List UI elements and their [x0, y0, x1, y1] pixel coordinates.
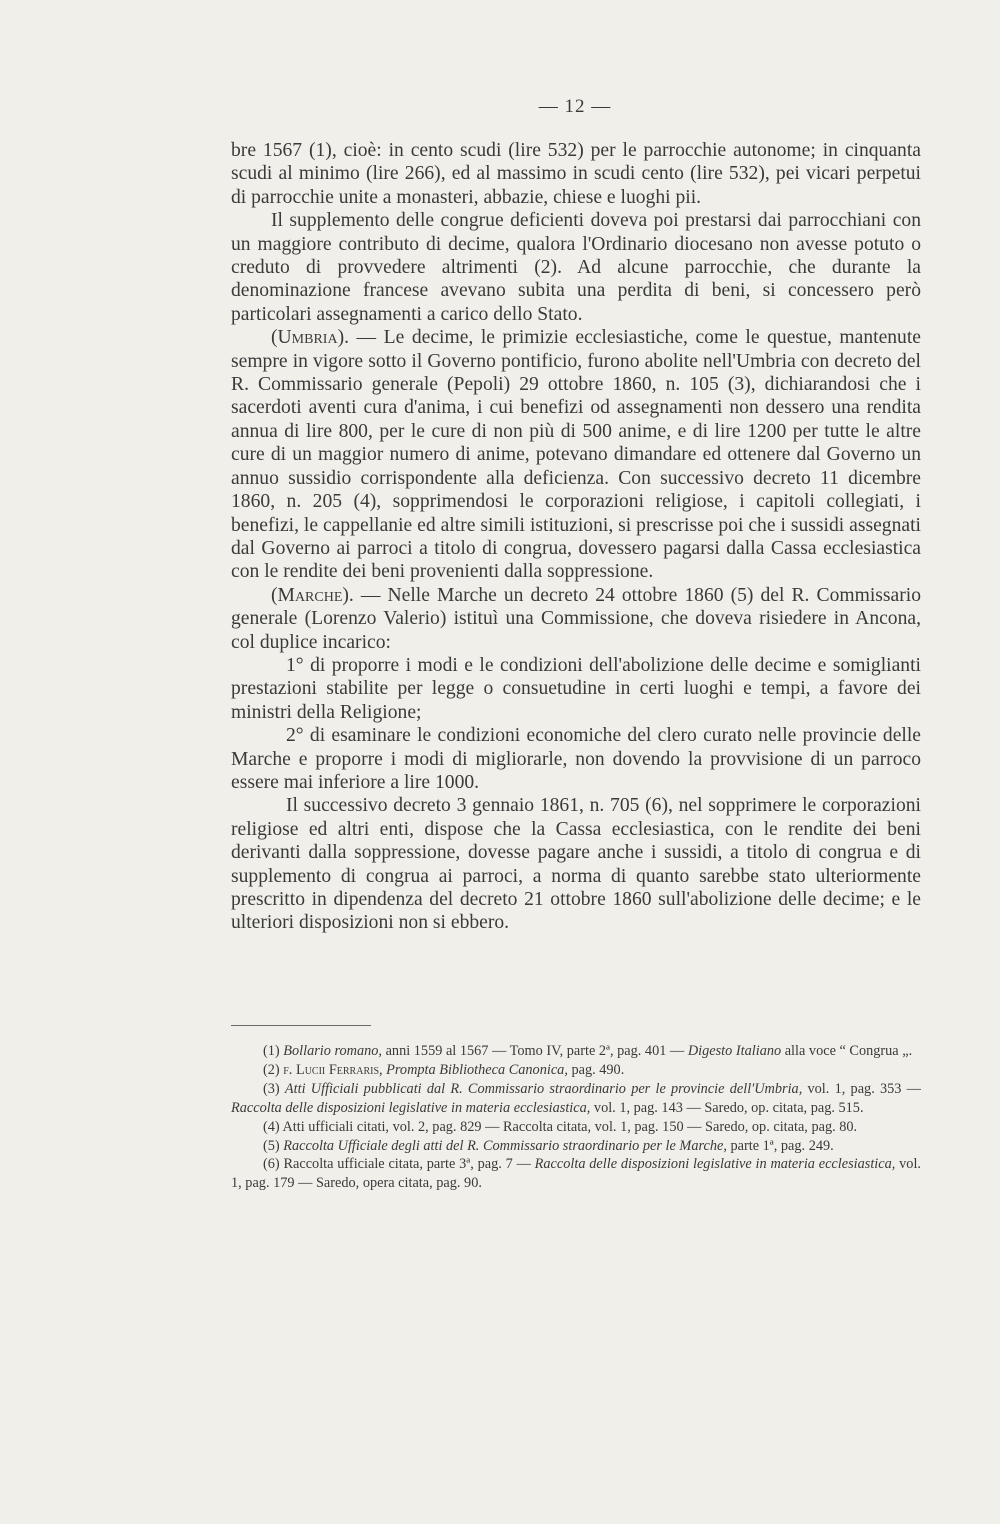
footnote-separator	[231, 1025, 371, 1026]
footnote-number: (5)	[263, 1137, 284, 1154]
footnote-number: (1)	[263, 1043, 284, 1059]
section-marche	[231, 584, 921, 654]
section-text: — Le decime, le primizie ecclesiastiche, come le questue, mantenute sempre in vigore sotto il Governo pontificio, furono abolite nell'Umbria con decreto del R. Commissario generale (Pepoli) 29 ottobre 1860, n. 105 (3), dichiarandosi che i sacerdoti aventi cura d'anima, i cui benefizi od assegnamenti non dessero una rendita annua di lire 800, per le cure di non più di 500 anime, e di lire 1200 per tutte le altre cure di un maggior numero di anime, potevano dimandare ed ottenere dal Governo un annuo sussidio corrispondente alla deficienza. Con successivo decreto 11 dicembre 1860, n. 205 (4), sopprimendosi le corporazioni religiose, i capitoli collegiati, i benefizi, le cappellanie ed altre simili istituzioni, si prescrisse poi che i sussidi assegnati dal Governo ai parroci a titolo di congrua, dovessero pagarsi dalla Cassa ecclesiastica con le rendite dei beni provenienti dalla soppressione.	[231, 327, 921, 583]
section-heading: (Umbria).	[271, 327, 349, 349]
paragraph: Il successivo decreto 3 gennaio 1861, n. 705 (6), nel sopprimere le corporazioni religiose ed altri enti, dispose che la Cassa ecclesiastica, con le rendite dei beni derivanti dalla soppressione, dovesse pagare anche i sussidi, a titolo di congrua e di supplemento di congrua ai parroci, a norma di quanto sarebbe stato ulteriormente prescritto in dipendenza del decreto 21 ottobre 1860 sull'abolizione delle decime; e le ulteriori disposizioni non si ebbero.	[231, 795, 921, 934]
section-umbria	[231, 326, 921, 583]
main-text	[231, 139, 921, 935]
footnote: (5) Raccolta Ufficiale degli atti del R. Commissario straordinario per le Marche, parte 1ª, pag. 249.	[263, 1137, 834, 1154]
footnote: (2) f. Lucii Ferraris, Prompta Bibliotheca Canonica, pag. 490.	[263, 1061, 625, 1078]
footnote: (4) Atti ufficiali citati, vol. 2, pag. 829 — Raccolta citata, vol. 1, pag. 150 — Saredo, op. citata, pag. 80.	[263, 1118, 858, 1135]
paragraph: Il supplemento delle congrue deficienti doveva poi prestarsi dai parrocchiani con un maggiore contributo di decime, qualora l'Ordinario diocesano non avesse potuto o creduto di provvedere altrimenti (2). Ad alcune parrocchie, che durante la denominazione francese avevano subita una perdita di beni, si concessero però particolari assegnamenti a carico dello Stato.	[231, 210, 921, 325]
page-number: — 12 —	[538, 96, 612, 117]
footnote: (3) Atti Ufficiali pubblicati dal R. Commissario straordinario per le provincie dell'Umbria, vol. 1, pag. 353 — Raccolta delle disposizioni legislative in materia ecclesiastica, vol. 1, pag. 143 — Saredo, op. citata, pag. 515.	[231, 1080, 921, 1116]
section-text: — Nelle Marche un decreto 24 ottobre 1860 (5) del R. Commissario generale (Lorenzo Valerio) istituì una Commissione, che doveva risiedere in Ancona, col duplice incarico:	[231, 584, 921, 653]
list-item: 1° di proporre i modi e le condizioni dell'abolizione delle decime e somiglianti prestazioni stabilite per legge o consuetudine in certi luoghi e tempi, a favore dei ministri della Religione;	[231, 654, 921, 723]
footnote: (1) Bollario romano, anni 1559 al 1567 — Tomo IV, parte 2ª, pag. 401 — Digesto Italiano alla voce “ Congrua „.	[263, 1043, 913, 1059]
footnote-number: (4)	[263, 1118, 283, 1135]
footnote-number: (3)	[263, 1080, 285, 1097]
footnote-number: (2)	[263, 1061, 284, 1078]
footnote-number: (6)	[263, 1156, 284, 1173]
section-heading: (Marche).	[271, 584, 354, 606]
paragraph: bre 1567 (1), cioè: in cento scudi (lire 532) per le parrocchie autonome; in cinquanta scudi al minimo (lire 266), ed al massimo in scudi cento (lire 532), pei vicari perpetui di parrocchie unite a monasteri, abbazie, chiese e luoghi pii.	[231, 140, 921, 208]
list-item: 2° di esaminare le condizioni economiche del clero curato nelle provincie delle Marche e proporre i modi di migliorarle, non dovendo la provvisione di un parroco essere mai inferiore a lire 1000.	[231, 725, 921, 793]
footnote: (6) Raccolta ufficiale citata, parte 3ª, pag. 7 — Raccolta delle disposizioni legislative in materia ecclesiastica, vol. 1, pag. 179 — Saredo, opera citata, pag. 90.	[231, 1156, 922, 1192]
footnotes	[231, 1042, 921, 1193]
